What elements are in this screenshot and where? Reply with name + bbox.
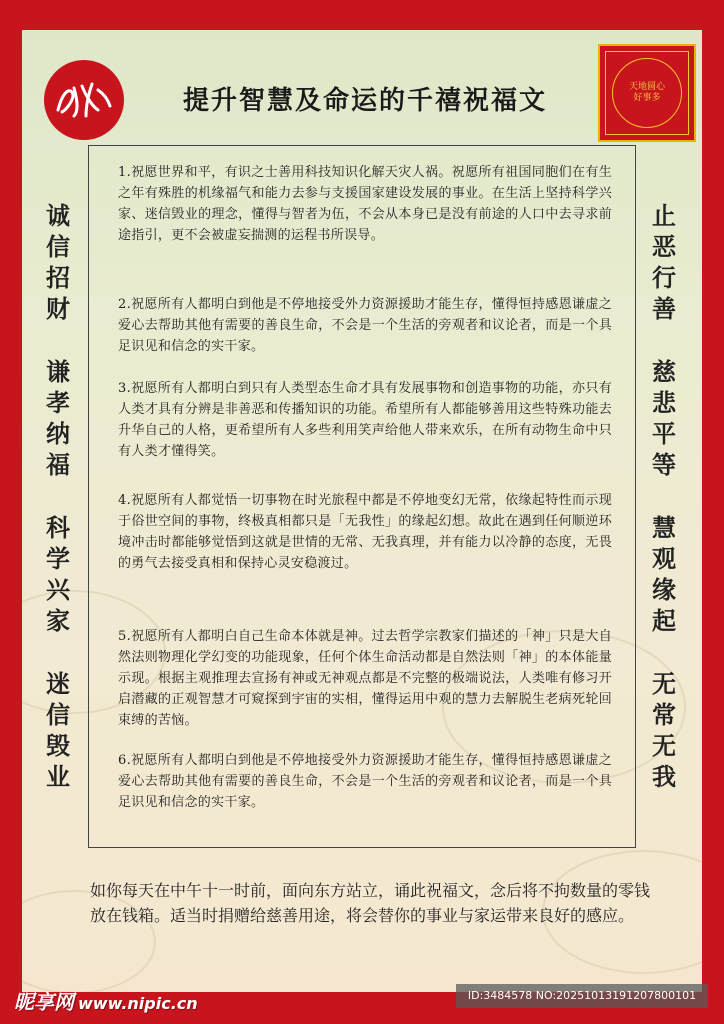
red-square-seal-icon bbox=[598, 44, 696, 142]
watermark-url: www.nipic.cn bbox=[78, 994, 198, 1013]
site-watermark bbox=[14, 986, 198, 1015]
calligraphy-logo-icon bbox=[44, 60, 124, 140]
left-phrase-4: 迷 信 毁 业 bbox=[46, 669, 70, 791]
page-title: 提升智慧及命运的千禧祝福文 bbox=[182, 86, 547, 116]
right-phrase-3: 慧 观 缘 起 bbox=[652, 513, 676, 635]
paragraph-6: 6.祝愿所有人都明白到他是不停地接受外力资源援助才能生存，懂得恒持感恩谦虚之爱心去帮助其他有需要的善良生命，不会是一个生活的旁观者和议论者，而是一个具足识见和信念的实干家。 bbox=[118, 753, 612, 810]
paragraph-1: 1.祝愿世界和平，有识之士善用科技知识化解天灾人祸。祝愿所有祖国同胞们在有生之年有殊胜的机缘福气和能力去参与支援国家建设发展的事业。在生活上坚持科学兴家、迷信毁业的理念，懂得与智者为伍，不会从本身已是没有前途的人口中去寻求前途指引，更不会被虚妄揣测的运程书所误导。 bbox=[118, 165, 612, 243]
left-phrase-1: 诚 信 招 财 bbox=[46, 201, 70, 323]
watermark-brand: 昵享网 bbox=[14, 990, 74, 1014]
left-phrase-3: 科 学 兴 家 bbox=[46, 513, 70, 635]
left-phrases bbox=[38, 200, 78, 824]
right-phrase-1: 止 恶 行 善 bbox=[652, 201, 676, 323]
recitation-instructions: 如你每天在中午十一时前，面向东方站立，诵此祝福文，念后将不拘数量的零钱放在钱箱。适当时捐赠给慈善用途，将会替你的事业与家运带来良好的感应。 bbox=[90, 881, 651, 925]
paragraph-4: 4.祝愿所有人都觉悟一切事物在时光旅程中都是不停地变幻无常，依缘起特性而示现于俗世空间的事物，终极真相都只是「无我性」的缘起幻想。故此在遇到任何顺逆环境冲击时都能够觉悟到这就是世情的无常、无我真理，并有能力以冷静的态度，无畏的勇气去接受真相和保持心灵安稳渡过。 bbox=[118, 493, 612, 571]
paragraph-5: 5.祝愿所有人都明白自己生命本体就是神。过去哲学宗教家们描述的「神」只是大自然法则物理化学幻变的功能现象，任何个体生命活动都是自然法则「神」的本体能量示现。根据主观推理去宣扬有神或无神观点都是不完整的极端说法，人类唯有修习开启潜藏的正观智慧才可窥探到宇宙的实相，懂得运用中观的慧力去解脱生老病死轮回束缚的苦恼。 bbox=[118, 629, 612, 728]
right-phrases bbox=[644, 200, 684, 824]
image-id-bar: ID:3484578 NO:20251013191207800101 bbox=[456, 984, 708, 1008]
left-phrase-2: 谦 孝 纳 福 bbox=[46, 357, 70, 479]
right-phrase-4: 无 常 无 我 bbox=[652, 669, 676, 791]
paragraph-2: 2.祝愿所有人都明白到他是不停地接受外力资源援助才能生存，懂得恒持感恩谦虚之爱心去帮助其他有需要的善良生命，不会是一个生活的旁观者和议论者，而是一个具足识见和信念的实干家。 bbox=[118, 297, 612, 354]
seal-text: 天地圆心好事多 bbox=[628, 82, 665, 103]
paragraph-3: 3.祝愿所有人都明白到只有人类型态生命才具有发展事物和创造事物的功能，亦只有人类才具有分辨是非善恶和传播知识的功能。希望所有人都能够善用这些特殊功能去升华自己的人格，更希望所有人多些利用笑声给他人带来欢乐，在所有动物生命中只有人类才懂得笑。 bbox=[118, 381, 612, 459]
right-phrase-2: 慈 悲 平 等 bbox=[652, 357, 676, 479]
